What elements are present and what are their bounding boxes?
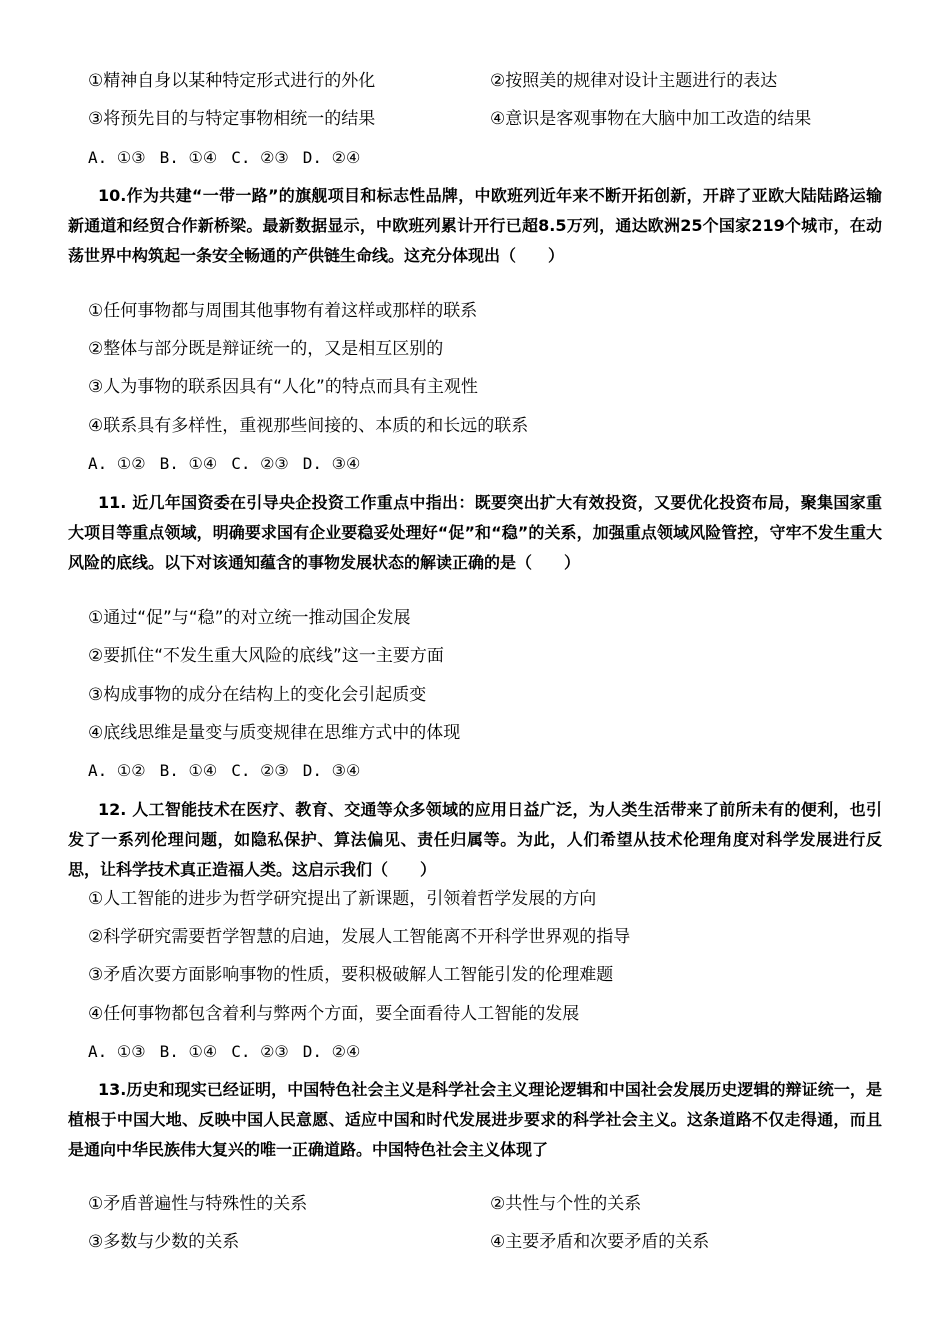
q12-option-3: ③矛盾次要方面影响事物的性质，要积极破解人工智能引发的伦理难题 <box>88 965 614 985</box>
q10-answer-a: A. ①② <box>88 454 146 473</box>
q10-option-2: ②整体与部分既是辩证统一的，又是相互区别的 <box>88 339 444 359</box>
q13-option-1: ①矛盾普遍性与特殊性的关系 <box>88 1194 308 1214</box>
q9-answer-choices <box>88 147 374 169</box>
q13-stem <box>68 1075 882 1165</box>
q9-answer-b: B. ①④ <box>159 148 218 167</box>
q12-option-4: ④任何事物都包含着利与弊两个方面，要全面看待人工智能的发展 <box>88 1004 580 1024</box>
q11-option-4: ④底线思维是量变与质变规律在思维方式中的体现 <box>88 723 461 743</box>
q11-answer-a: A. ①② <box>88 761 146 780</box>
q11-option-3: ③构成事物的成分在结构上的变化会引起质变 <box>88 685 427 705</box>
q11-option-2: ②要抓住“不发生重大风险的底线”这一主要方面 <box>88 646 444 666</box>
q10-stem-text: 10.作为共建“一带一路”的旗舰项目和标志性品牌，中欧班列近年来不断开拓创新，开辟了亚欧大陆陆路运输新通道和经贸合作新桥梁。最新数据显示，中欧班列累计开行已超8.5万列，通达欧洲25个国家219个城市，在动荡世界中构筑起一条安全畅通的产供链生命线。这充分体现出（ ） <box>68 186 882 265</box>
q11-answer-c: C. ②③ <box>231 761 289 780</box>
q11-stem-text: 11. 近几年国资委在引导央企投资工作重点中指出：既要突出扩大有效投资，又要优化投资布局，聚集国家重大项目等重点领域，明确要求国有企业要稳妥处理好“促”和“稳”的关系，加强重点领域风险管控，守牢不发生重大风险的底线。以下对该通知蕴含的事物发展状态的解读正确的是（ ） <box>68 493 882 572</box>
q11-answer-b: B. ①④ <box>159 761 218 780</box>
q12-answer-d: D. ②④ <box>302 1042 361 1061</box>
q10-stem <box>68 181 882 271</box>
q11-answer-choices <box>88 760 374 782</box>
q12-answer-c: C. ②③ <box>231 1042 289 1061</box>
q10-answer-d: D. ③④ <box>302 454 361 473</box>
q12-stem-text: 12. 人工智能技术在医疗、教育、交通等众多领域的应用日益广泛，为人类生活带来了前所未有的便利，也引发了一系列伦理问题，如隐私保护、算法偏见、责任归属等。为此，人们希望从技术伦理角度对科学发展进行反思，让科学技术真正造福人类。这启示我们（ ） <box>68 800 882 879</box>
q10-option-3: ③人为事物的联系因具有“人化”的特点而具有主观性 <box>88 377 478 397</box>
q10-option-1: ①任何事物都与周围其他事物有着这样或那样的联系 <box>88 301 478 321</box>
q10-answer-b: B. ①④ <box>159 454 218 473</box>
q12-stem <box>68 795 882 885</box>
q12-answer-a: A. ①③ <box>88 1042 146 1061</box>
q9-answer-d: D. ②④ <box>302 148 361 167</box>
q9-answer-c: C. ②③ <box>231 148 289 167</box>
q13-option-4: ④主要矛盾和次要矛盾的关系 <box>490 1232 710 1252</box>
q13-option-3: ③多数与少数的关系 <box>88 1232 240 1252</box>
q10-answer-c: C. ②③ <box>231 454 289 473</box>
q10-answer-choices <box>88 453 374 475</box>
q9-option-1: ①精神自身以某种特定形式进行的外化 <box>88 71 376 91</box>
q12-answer-choices <box>88 1041 374 1063</box>
q11-stem <box>68 488 882 578</box>
q13-option-2: ②共性与个性的关系 <box>490 1194 642 1214</box>
q12-option-2: ②科学研究需要哲学智慧的启迪，发展人工智能离不开科学世界观的指导 <box>88 927 631 947</box>
q9-option-2: ②按照美的规律对设计主题进行的表达 <box>490 71 778 91</box>
q9-option-4: ④意识是客观事物在大脑中加工改造的结果 <box>490 109 812 129</box>
q11-option-1: ①通过“促”与“稳”的对立统一推动国企发展 <box>88 608 411 628</box>
q12-option-1: ①人工智能的进步为哲学研究提出了新课题，引领着哲学发展的方向 <box>88 889 597 909</box>
q12-answer-b: B. ①④ <box>159 1042 218 1061</box>
q11-answer-d: D. ③④ <box>302 761 361 780</box>
q13-stem-text: 13.历史和现实已经证明，中国特色社会主义是科学社会主义理论逻辑和中国社会发展历史逻辑的辩证统一，是植根于中国大地、反映中国人民意愿、适应中国和时代发展进步要求的科学社会主义。这条道路不仅走得通，而且是通向中华民族伟大复兴的唯一正确道路。中国特色社会主义体现了 <box>68 1080 882 1159</box>
q10-option-4: ④联系具有多样性，重视那些间接的、本质的和长远的联系 <box>88 416 529 436</box>
q9-option-3: ③将预先目的与特定事物相统一的结果 <box>88 109 376 129</box>
q9-answer-a: A. ①③ <box>88 148 146 167</box>
